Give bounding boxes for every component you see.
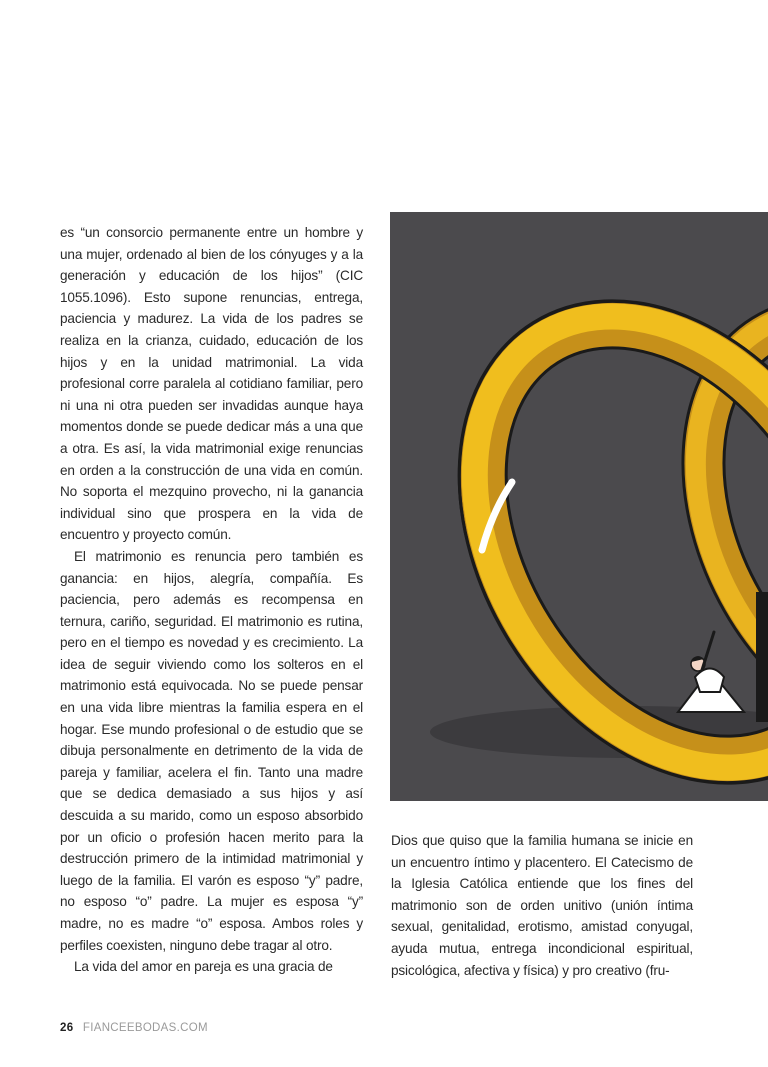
groom-figure [756, 592, 768, 722]
article-column-left [60, 222, 363, 978]
wedding-rings-icon [390, 212, 768, 801]
paragraph: La vida del amor en pareja es una gracia de [74, 959, 333, 975]
page-number: 26 [60, 1022, 74, 1034]
wedding-rings-illustration [390, 212, 768, 801]
paragraph: es “un consorcio permanente entre un hombre y una mujer, ordenado al bien de los cónyuges y a la generación y educación de los hijos” (CIC 1055.1096). Esto supone renuncias, entrega, paciencia y madurez. La vida de los padres se realiza en la crianza, cuidado, educación de los hijos y en la unidad matrimonial. La vida profesional corre paralela al cotidiano familiar, pero ni una ni otra pueden ser invadidas aunque haya momentos donde se puede dedicar más a una que a otra. Es así, la vida matrimonial exige renuncias en orden a la construcción de una vida en común. No soporta el mezquino provecho, ni la ganancia individual sino que prospera en la vida de encuentro y proyecto común. [60, 225, 363, 543]
site-url[interactable]: FIANCEEBODAS.COM [82, 1022, 208, 1034]
page-footer [60, 1022, 208, 1034]
paragraph: Dios que quiso que la familia humana se inicie en un encuentro íntimo y placentero. El Catecismo de la Iglesia Católica entiende que los fines del matrimonio son de orden unitivo (unión íntima sexual, genitalidad, erotismo, amistad conyugal, ayuda mutua, entrega incondicional espiritual, psicológica, afectiva y física) y pro creativo (fru- [391, 833, 693, 978]
article-column-right [391, 830, 693, 981]
paragraph: El matrimonio es renuncia pero también es ganancia: en hijos, alegría, compañía. Es paciencia, pero además es recompensa en ternura, cariño, seguridad. El matrimonio es rutina, pero en el tiempo es novedad y es crecimiento. La idea de seguir viviendo como los solteros en el matrimonio está equivocada. No se puede pensar en una vida libre mientras la familia espera en el hogar. Ese mundo profesional o de estudio que se dibuja personalmente en detrimento de la vida de pareja y familiar, acelera el fin. Tanto una madre que se dedica demasiado a sus hijos y así descuida a su marido, como un esposo absorbido por un oficio o profesión hacen merito para la destrucción primero de la intimidad matrimonial y luego de la familia. El varón es esposo “y” padre, no esposo “o” padre. La mujer es esposa “y” madre, no es madre “o” esposa. Ambos roles y perfiles coexisten, ninguno debe tragar al otro. [60, 548, 363, 953]
